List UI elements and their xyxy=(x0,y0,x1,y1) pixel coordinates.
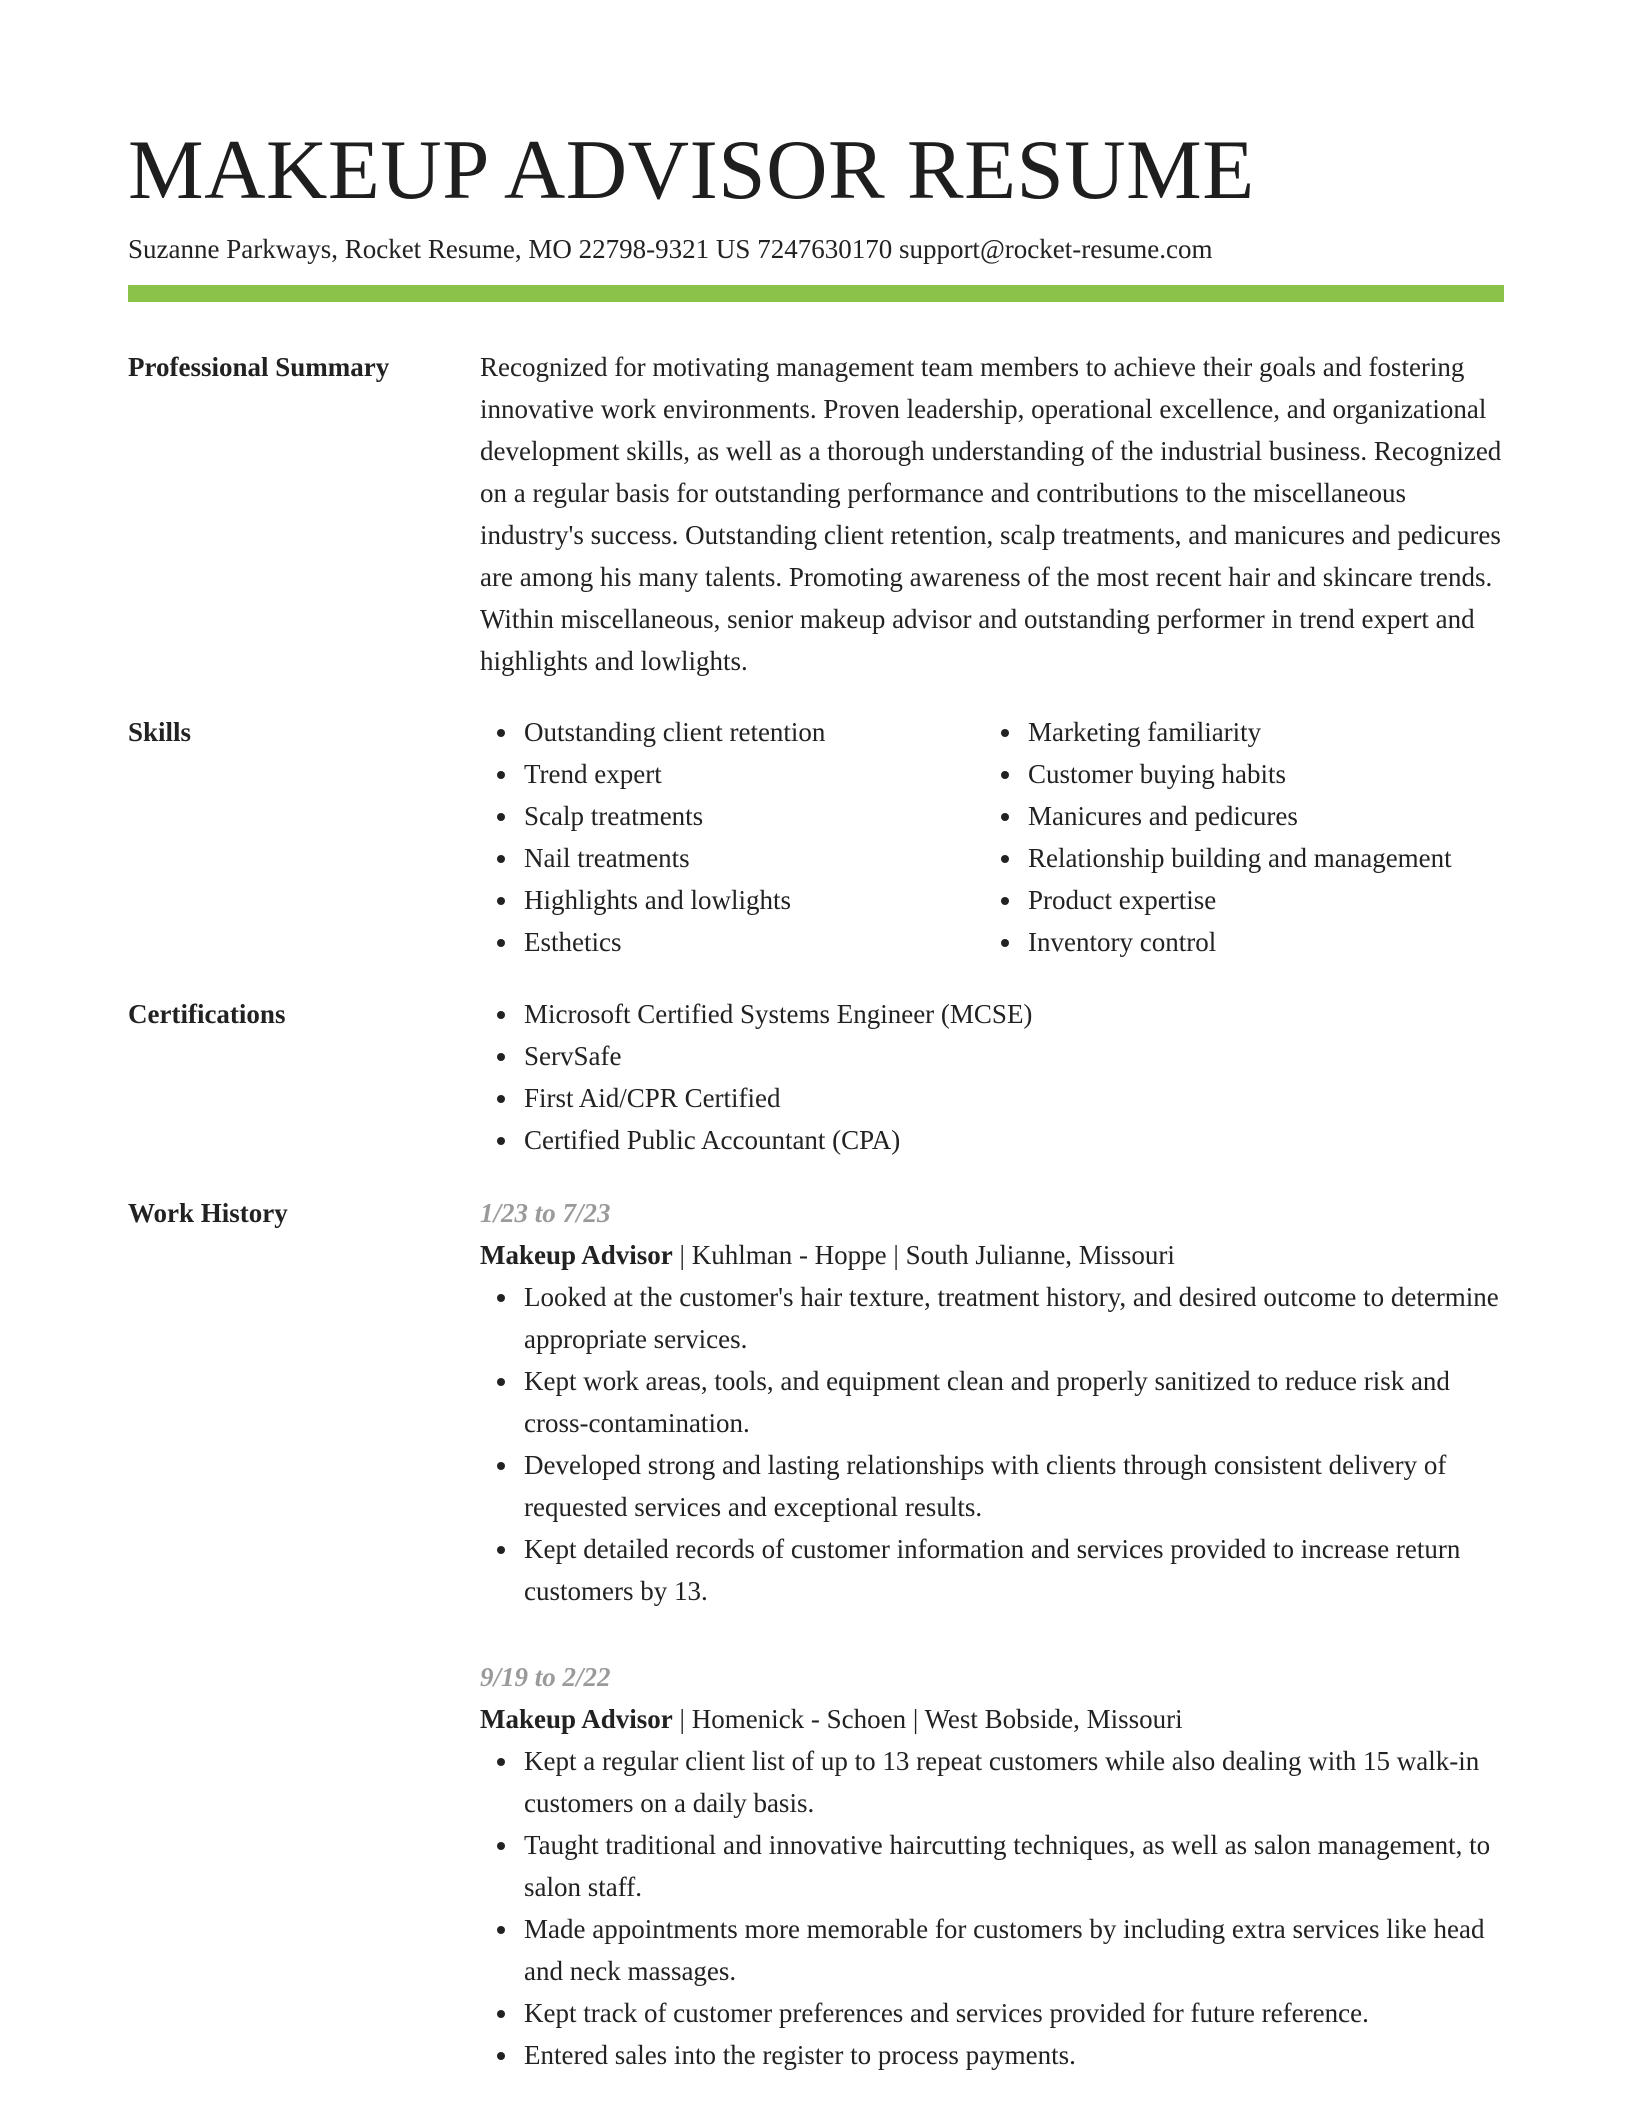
job-dates: 9/19 to 2/22 xyxy=(480,1662,611,1692)
skills-list-right xyxy=(984,711,1488,963)
skill-item: Manicures and pedicures xyxy=(1028,795,1488,837)
job-title: Makeup Advisor xyxy=(480,1704,673,1734)
skill-item: Outstanding client retention xyxy=(524,711,984,753)
job-heading xyxy=(480,1698,1504,1740)
job-bullet: Made appointments more memorable for customers by including extra services like head and neck massages. xyxy=(524,1908,1504,1992)
job-bullets xyxy=(480,1276,1504,1612)
skill-item: Highlights and lowlights xyxy=(524,879,984,921)
certifications-list xyxy=(480,993,1504,1161)
job-bullet: Taught traditional and innovative haircutting techniques, as well as salon management, to salon staff. xyxy=(524,1824,1504,1908)
summary-body xyxy=(480,346,1504,682)
work-history-heading: Work History xyxy=(128,1198,288,1228)
skills-columns xyxy=(480,711,1504,963)
job-entry xyxy=(480,1656,1504,2076)
job-title: Makeup Advisor xyxy=(480,1240,673,1270)
skill-item: Inventory control xyxy=(1028,921,1488,963)
certification-item: First Aid/CPR Certified xyxy=(524,1077,1504,1119)
certification-item: ServSafe xyxy=(524,1035,1504,1077)
skill-item: Product expertise xyxy=(1028,879,1488,921)
certification-item: Certified Public Accountant (CPA) xyxy=(524,1119,1504,1161)
skill-item: Marketing familiarity xyxy=(1028,711,1488,753)
skill-item: Scalp treatments xyxy=(524,795,984,837)
summary-text: Recognized for motivating management team members to achieve their goals and fostering innovative work environments. Proven leadership, operational excellence, and organizational development skills, as well as a thorough understanding of the industrial business. Recognized on a regular basis for outstanding performance and contributions to the miscellaneous industry's success. Outstanding client retention, scalp treatments, and manicures and pedicures are among his many talents. Promoting awareness of the most recent hair and skincare trends. Within miscellaneous, senior makeup advisor and outstanding performer in trend expert and highlights and lowlights. xyxy=(480,352,1502,676)
skill-item: Nail treatments xyxy=(524,837,984,879)
job-details: | Kuhlman - Hoppe | South Julianne, Missouri xyxy=(672,1240,1175,1270)
job-bullet: Kept work areas, tools, and equipment clean and properly sanitized to reduce risk and cross-contamination. xyxy=(524,1360,1504,1444)
job-bullet: Kept a regular client list of up to 13 repeat customers while also dealing with 15 walk-in customers on a daily basis. xyxy=(524,1740,1504,1824)
summary-heading: Professional Summary xyxy=(128,352,390,382)
skills-heading: Skills xyxy=(128,717,192,747)
certification-item: Microsoft Certified Systems Engineer (MCSE) xyxy=(524,993,1504,1035)
job-bullets xyxy=(480,1740,1504,2076)
job-entry xyxy=(480,1192,1504,1612)
skill-item: Relationship building and management xyxy=(1028,837,1488,879)
skills-column-left xyxy=(480,711,984,963)
job-bullet: Kept detailed records of customer information and services provided to increase return customers by 13. xyxy=(524,1528,1504,1612)
job-bullet: Kept track of customer preferences and services provided for future reference. xyxy=(524,1992,1504,2034)
skill-item: Trend expert xyxy=(524,753,984,795)
job-dates: 1/23 to 7/23 xyxy=(480,1198,611,1228)
job-bullet: Looked at the customer's hair texture, treatment history, and desired outcome to determine appropriate services. xyxy=(524,1276,1504,1360)
job-bullet: Entered sales into the register to process payments. xyxy=(524,2034,1504,2076)
job-details: | Homenick - Schoen | West Bobside, Missouri xyxy=(672,1704,1183,1734)
contact-phone: 7247630170 xyxy=(757,234,893,264)
certifications-body xyxy=(480,993,1504,1161)
job-bullet: Developed strong and lasting relationships with clients through consistent delivery of requested services and exceptional results. xyxy=(524,1444,1504,1528)
contact-email[interactable]: support@rocket-resume.com xyxy=(898,234,1213,264)
resume-title: MAKEUP ADVISOR RESUME xyxy=(128,123,1255,217)
skill-item: Esthetics xyxy=(524,921,984,963)
certifications-heading: Certifications xyxy=(128,999,286,1029)
contact-line xyxy=(128,230,1212,268)
skill-item: Customer buying habits xyxy=(1028,753,1488,795)
accent-divider xyxy=(128,285,1504,302)
contact-address: Suzanne Parkways, Rocket Resume, MO 22798-9321 US xyxy=(128,234,751,264)
skills-list-left xyxy=(480,711,984,963)
skills-column-right xyxy=(984,711,1488,963)
job-heading xyxy=(480,1234,1504,1276)
